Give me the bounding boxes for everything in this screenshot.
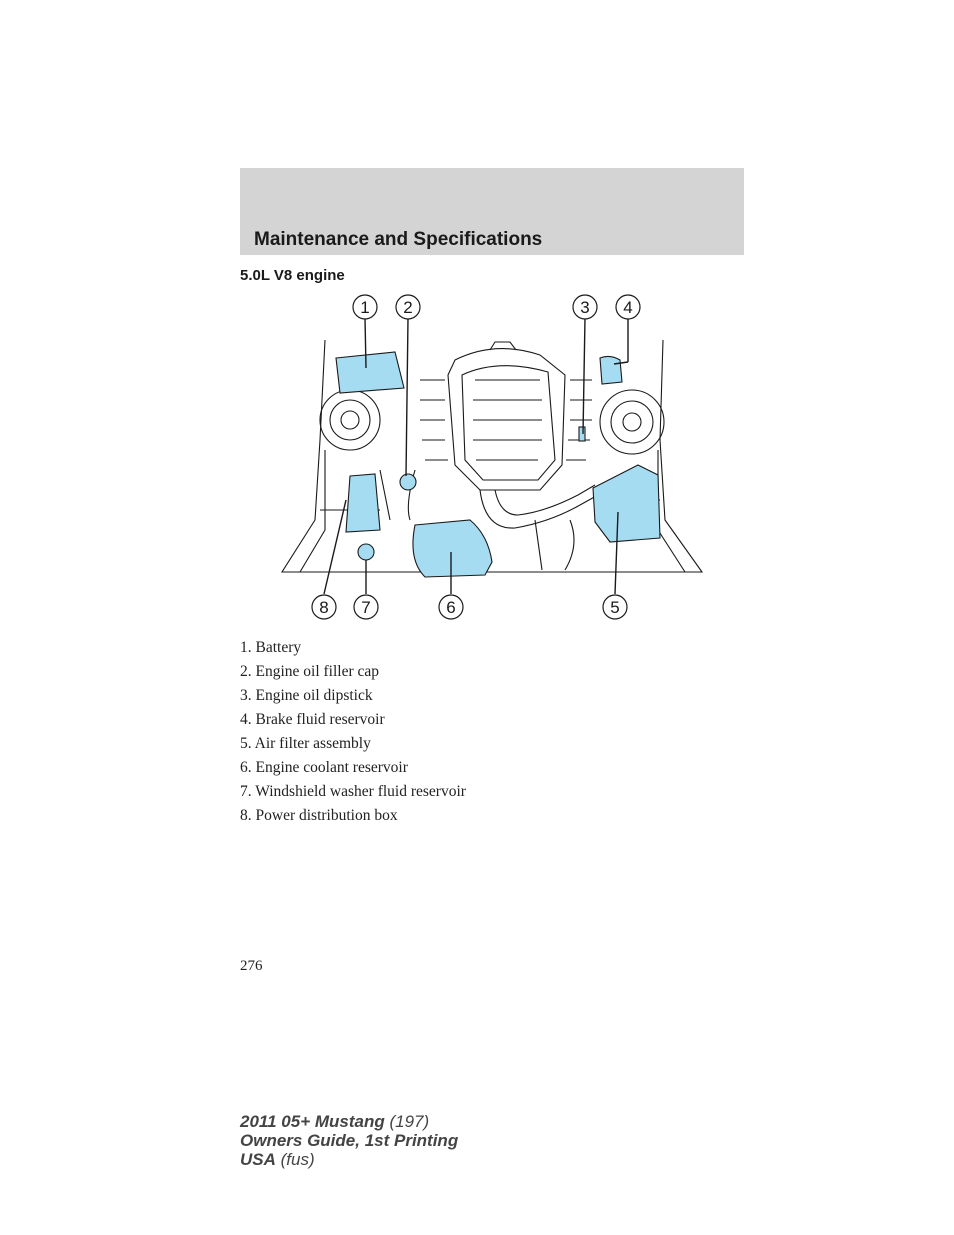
leader-3 — [583, 318, 585, 434]
engine-compartment-diagram — [280, 290, 710, 625]
left-coil-packs — [420, 380, 448, 460]
intake-runners — [473, 380, 542, 460]
power-distribution-box-shape — [346, 474, 380, 532]
footer-region-code: (fus) — [280, 1150, 315, 1169]
oil-filler-cap-shape — [400, 474, 416, 490]
component-legend — [240, 636, 466, 828]
air-filter-assembly-shape — [593, 465, 660, 542]
right-strut-ring — [611, 401, 653, 443]
leader-2 — [406, 318, 408, 476]
callout-7: 7 — [361, 598, 371, 617]
legend-item: 3. Engine oil dipstick — [240, 687, 373, 704]
left-fender-inner — [300, 450, 325, 572]
section-header-band — [240, 168, 744, 255]
left-strut-ring — [330, 400, 370, 440]
battery-shape — [336, 352, 404, 393]
engine-subheading: 5.0L V8 engine — [240, 267, 345, 284]
callout-5: 5 — [610, 598, 620, 617]
leader-8 — [324, 500, 346, 594]
oil-dipstick-shape — [579, 427, 585, 441]
intake-manifold-inner — [462, 366, 555, 480]
legend-item: 8. Power distribution box — [240, 807, 398, 824]
document-footer — [240, 1112, 458, 1169]
footer-model: 2011 05+ Mustang — [240, 1112, 385, 1131]
legend-item: 4. Brake fluid reservoir — [240, 711, 385, 728]
callout-2: 2 — [403, 298, 413, 317]
right-coil-packs — [566, 380, 592, 460]
leader-1 — [365, 318, 366, 368]
left-strut-tower — [320, 390, 380, 450]
callout-4: 4 — [623, 298, 633, 317]
page-number: 276 — [240, 958, 263, 974]
washer-fluid-cap-shape — [358, 544, 374, 560]
highlighted-components — [336, 352, 660, 577]
footer-region: USA — [240, 1150, 276, 1169]
footer-model-code: (197) — [389, 1112, 430, 1131]
coolant-reservoir-shape — [413, 520, 492, 577]
footer-line-2 — [240, 1131, 458, 1150]
right-strut-cap — [623, 413, 641, 431]
callout-8: 8 — [319, 598, 329, 617]
legend-item: 5. Air filter assembly — [240, 735, 371, 752]
footer-line-1 — [240, 1112, 458, 1131]
footer-line-3 — [240, 1150, 458, 1169]
brake-fluid-reservoir-shape — [600, 356, 622, 384]
callout-6: 6 — [446, 598, 456, 617]
engine-diagram-svg — [280, 290, 710, 625]
intake-tube — [480, 490, 598, 528]
section-title: Maintenance and Specifications — [254, 229, 543, 250]
right-strut-tower — [600, 390, 664, 454]
legend-item: 7. Windshield washer fluid reservoir — [240, 783, 466, 800]
footer-guide: Owners Guide, 1st Printing — [240, 1131, 459, 1150]
callout-1: 1 — [360, 298, 370, 317]
left-strut-cap — [341, 411, 359, 429]
callout-3: 3 — [580, 298, 590, 317]
legend-item: 6. Engine coolant reservoir — [240, 759, 408, 776]
legend-item: 2. Engine oil filler cap — [240, 663, 380, 680]
legend-item: 1. Battery — [240, 639, 302, 656]
